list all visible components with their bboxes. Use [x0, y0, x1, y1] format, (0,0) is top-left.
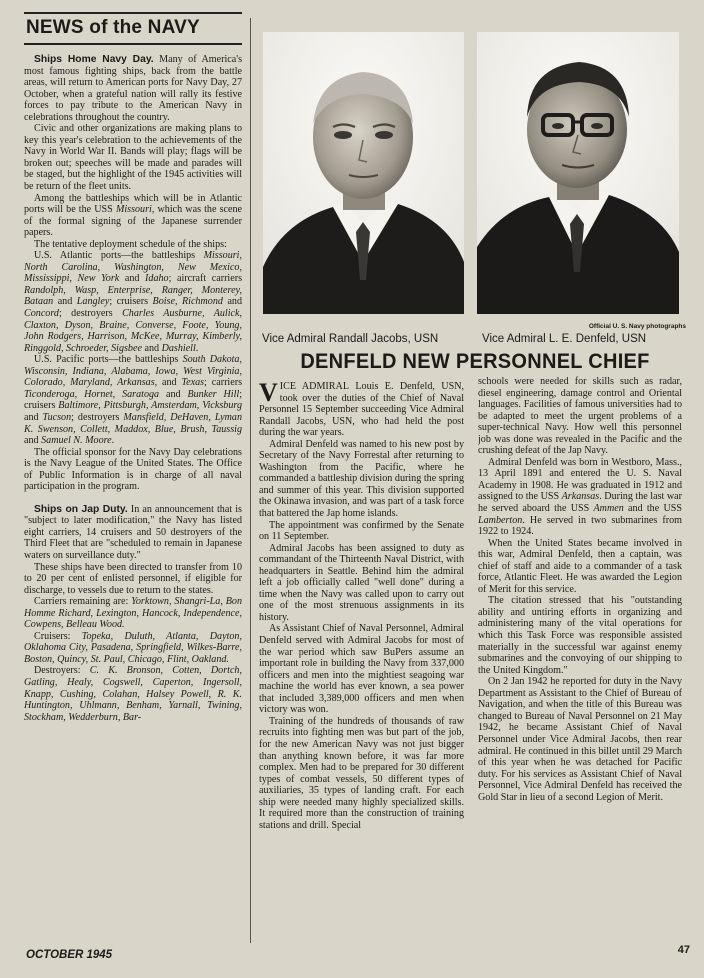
column-divider	[250, 18, 251, 943]
paragraph: The appointment was confirmed by the Senate on 11 September.	[259, 519, 464, 543]
paragraph: schools were needed for skills such as radar, diesel engineering, damage control and Oriental languages. Facilities of famous universities had to be adapted to meet the urgent problems of a super-technical Navy. How well this personnel job was done was revealed in the Pacific and the crushing defeat of the Jap Navy.	[478, 376, 682, 457]
paragraph: Cruisers: Topeka, Duluth, Atlanta, Dayton, Oklahoma City, Pasadena, Springfield, Wilkes-Barre, Boston, Quincy, St. Paul, Chicago, Flint, Oakland.	[24, 630, 242, 665]
page-number: 47	[677, 944, 690, 956]
paragraph: These ships have been directed to transfer from 10 to 20 per cent of enlisted personnel, if eligible for discharge, to vessels due to return to the states.	[24, 561, 242, 596]
paragraph: Civic and other organizations are making plans to key this year's celebration to the achievements of the Navy in World War II. Bands will play; flags will be broken out; speeches will be made and parades will be staged, but the highlight of the 1945 activities will be return of the fleet units.	[24, 123, 242, 193]
paragraph: Admiral Denfeld was named to his new post by Secretary of the Navy Forrestal after returning to Washington from the Pacific, where he commanded a battleship division during the spring and summer of this year. This division supported the Okinawa invasion, and was part of a task force that battered the Jap home islands.	[259, 438, 464, 520]
paragraph: The official sponsor for the Navy Day celebrations is the Navy League of the United States. The Office of Public Information is in charge of all naval participation in the program.	[24, 446, 242, 493]
paragraph: U.S. Atlantic ports—the battleships Missouri, North Carolina, Washington, New Mexico, Mississippi, New York and Idaho; aircraft carriers Randolph, Wasp, Enterprise, Ranger, Monterey, Bataan and Langley; cruisers Boise, Richmond and Concord; destroyers Charles Ausburne, Aulick, Claxton, Dyson, Braine, Converse, Foote, Young, John Rodgers, Harrison, McKee, Murray, Kimberly, Ringgold, Schroeder, Sigsbee and Dashiell.	[24, 250, 242, 354]
paragraph: On 2 Jan 1942 he reported for duty in the Navy Department as Assistant to the Chief of Bureau of Navigation, and when the title of this Bureau was changed to Bureau of Naval Personnel on 21 May 1942, he became Assistant Chief of Naval Personnel under Vice Admiral Jacobs, then rear admiral. He continued in this billet until 29 March of this year when he was detached for Pacific duty. For his services as Assistant Chief of Naval Personnel, Vice Admiral Denfeld has received the Gold Star in lieu of a second Legion of Merit.	[478, 676, 682, 803]
drop-cap: V	[259, 381, 278, 407]
caption-denfeld: Vice Admiral L. E. Denfeld, USN	[482, 333, 647, 345]
paragraph: As Assistant Chief of Naval Personnel, Admiral Denfeld served with Admiral Jacobs for most of the war period which saw BuPers assume an important role in building the Navy from 337,000 officers and men into the mightiest seagoing war machine the world has ever known, a sea power that included 3,389,000 officers and men when victory was won.	[259, 623, 464, 716]
issue-date: OCTOBER 1945	[26, 949, 113, 961]
article-headline: DENFELD NEW PERSONNEL CHIEF	[300, 349, 650, 373]
paragraph: U.S. Pacific ports—the battleships South Dakota, Wisconsin, Indiana, Alabama, Iowa, West Virginia, Colorado, Maryland, Arkansas, and Texas; carriers Ticonderoga, Hornet, Saratoga and Bunker Hill; cruisers Baltimore, Pittsburgh, Amsterdam, Vicksburg and Tucson; destroyers Mansfield, DeHaven, Lyman K. Swenson, Collett, Maddox, Blue, Brush, Taussig and Samuel N. Moore.	[24, 354, 242, 447]
photo-jacobs	[263, 32, 464, 314]
article-column-1	[259, 381, 464, 941]
paragraph: The citation stressed that his "outstanding ability and untiring efforts in organizing and administering many of the vital operations for which this Task Force was responsible assisted materially in the successful war against enemy submarines and the convoying of our shipping to the United Kingdom."	[478, 595, 682, 676]
paragraph: Admiral Denfeld was born in Westboro, Mass., 13 April 1891 and entered the U. S. Naval Academy in 1908. He was graduated in 1912 and assigned to the USS Arkansas. During the last war he served aboard the USS Ammen and the USS Lamberton. He served in two submarines from 1922 to 1924.	[478, 456, 682, 538]
news-column	[24, 12, 242, 947]
paragraph: When the United States became involved in this war, Admiral Denfeld, then a captain, was chief of staff and aide to a commander of a task force, Atlantic Fleet. He was awarded the Legion of Merit for this service.	[478, 537, 682, 595]
paragraph: Ships Home Navy Day. Many of America's most famous fighting ships, back from the battle areas, will return to American ports for Navy Day, 27 October, when a grateful nation will rally its festive forces to pay tribute to the American Navy in celebrations throughout the country.	[24, 54, 242, 123]
paragraph: The tentative deployment schedule of the ships:	[34, 238, 227, 250]
portrait-denfeld-image	[477, 32, 679, 314]
paragraph: Destroyers: C. K. Bronson, Cotten, Dortch, Gatling, Healy, Cogswell, Caperton, Ingersoll, Knapp, Cushing, Colahan, Halsey Powell, R. K. Huntington, Uhlmann, Benham, Yarnall, Twining, Stockham, Wedderburn, Bar-	[24, 665, 242, 723]
paragraph: Admiral Jacobs has been assigned to duty as commandant of the Thirteenth Naval District, with headquarters in Seattle. Behind him the admiral left a job officially called "well done" during a time when the Navy was called upon to carry out one of the most strenuous assignments in its history.	[259, 542, 464, 623]
portrait-jacobs-image	[263, 32, 464, 314]
article-column-2	[478, 376, 682, 936]
section-heading: Ships Home Navy Day.	[34, 54, 154, 65]
masthead: NEWS of the NAVY	[24, 12, 242, 45]
paragraph: Among the battleships which will be in Atlantic ports will be the USS Missouri, which was the scene of the formal signing of the Japanese surrender papers.	[24, 192, 242, 239]
paragraph: Training of the hundreds of thousands of raw recruits into fighting men was but part of the job, for the new American Navy was not just bigger than anything known before, it was far more complex. Men had to be prepared for 30 different types of combat vessels, 50 different types of auxiliaries, 35 types of landing craft. For each ship were needed many highly specialized skills. It required more than the construction of training stations and drill. Special	[259, 715, 464, 831]
paragraph: Ships on Jap Duty. In an announcement that is "subject to later modification," the Navy has listed eight carriers, 14 cruisers and 50 destroyers of the Third Fleet that are "scheduled to remain in Japanese waters on surveillance duty."	[24, 503, 242, 561]
paragraph: VICE ADMIRAL Louis E. Denfeld, USN, took over the duties of the Chief of Naval Personnel 15 September succeeding Vice Admiral Randall Jacobs, USN, who had held the post during the war years.	[259, 381, 464, 439]
section-heading: Ships on Jap Duty.	[34, 503, 128, 515]
photo-credit: Official U. S. Navy photographs	[588, 323, 686, 330]
paragraph: Carriers remaining are: Yorktown, Shangri-La, Bon Homme Richard, Lexington, Hancock, Independence, Cowpens, Belleau Wood.	[24, 596, 242, 631]
photo-denfeld	[477, 32, 679, 314]
caption-jacobs: Vice Admiral Randall Jacobs, USN	[262, 333, 439, 345]
